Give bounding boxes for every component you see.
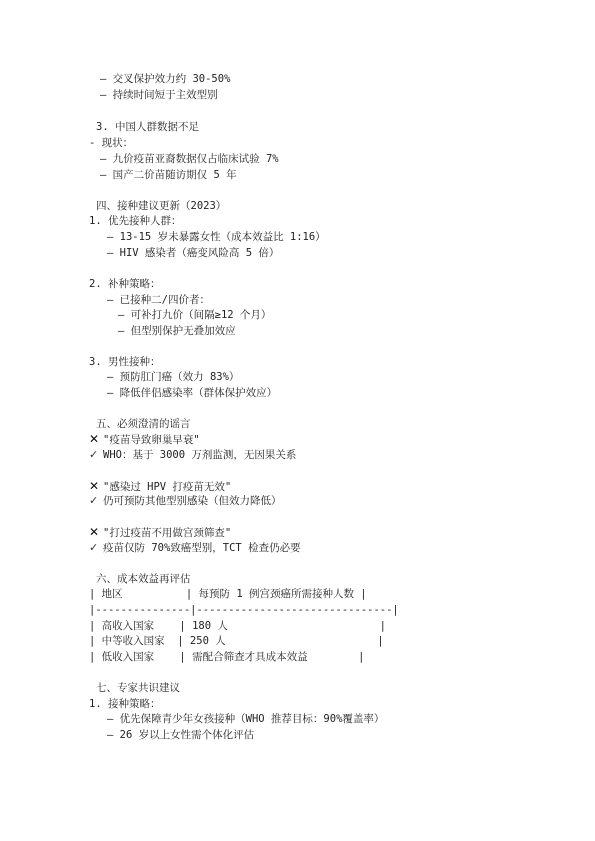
check-icon: ✓: [89, 494, 99, 507]
rumor-claim: ✕ "疫苗导致卵巢早衰": [89, 432, 200, 446]
section-heading: 六、成本效益再评估: [96, 573, 191, 585]
list-item: – 13-15 岁未暴露女性（成本效益比 1:16）: [107, 231, 326, 243]
table-row: | 地区 | 每预防 1 例宫颈癌所需接种人数 |: [89, 588, 367, 600]
section-heading: 五、必须澄清的谣言: [96, 418, 191, 430]
list-heading: 1. 优先接种人群：: [89, 215, 182, 227]
list-item: – 预防肛门癌（效力 83%）: [107, 371, 240, 383]
list-heading: 1. 接种策略：: [89, 698, 161, 710]
list-item: – 26 岁以上女性需个体化评估: [107, 729, 255, 741]
list-item: – 降低伴侣感染率（群体保护效应）: [107, 387, 278, 399]
cross-icon: ✕: [89, 432, 100, 446]
table-row: | 低收入国家 | 需配合筛查才具成本效益 |: [89, 651, 365, 663]
rumor-fact: ✓ 疫苗仅防 70%致癌型别，TCT 检查仍必要: [89, 541, 301, 554]
cross-icon: ✕: [89, 479, 100, 493]
list-heading: 3. 男性接种：: [89, 356, 161, 368]
check-icon: ✓: [89, 448, 99, 461]
section-heading: 七、专家共识建议: [96, 682, 180, 694]
rumor-claim: ✕ "感染过 HPV 打疫苗无效": [89, 479, 232, 493]
list-subitem: – 但型别保护无叠加效应: [118, 325, 236, 337]
list-subitem: – 可补打九价（间隔≥12 个月）: [118, 309, 272, 321]
cross-icon: ✕: [89, 525, 100, 539]
list-item: – 国产二价苗随访期仅 5 年: [100, 169, 237, 181]
section-heading: 四、接种建议更新（2023）: [96, 200, 227, 212]
list-item: – 持续时间短于主效型别: [100, 89, 218, 101]
rumor-fact: ✓ WHO：基于 3000 万剂监测，无因果关系: [89, 448, 297, 461]
list-item: – 已接种二/四价者：: [107, 294, 210, 306]
table-row: |---------------|-------------------------------|: [89, 604, 399, 616]
table-row: | 中等收入国家 | 250 人 |: [89, 635, 384, 647]
list-label: - 现状：: [89, 137, 134, 149]
list-item: – HIV 感染者（癌变风险高 5 倍）: [107, 247, 280, 259]
list-item: – 九价疫苗亚裔数据仅占临床试验 7%: [100, 153, 279, 165]
check-icon: ✓: [89, 541, 99, 554]
rumor-fact: ✓ 仍可预防其他型别感染（但效力降低）: [89, 494, 282, 507]
table-row: | 高收入国家 | 180 人 |: [89, 620, 386, 632]
list-heading: 2. 补种策略：: [89, 278, 161, 290]
list-item: – 优先保障青少年女孩接种（WHO 推荐目标：90%覆盖率）: [107, 713, 385, 725]
subsection-heading: 3. 中国人群数据不足: [96, 121, 199, 133]
rumor-claim: ✕ "打过疫苗不用做宫颈筛查": [89, 525, 232, 539]
list-item: – 交叉保护效力约 30-50%: [100, 73, 231, 85]
